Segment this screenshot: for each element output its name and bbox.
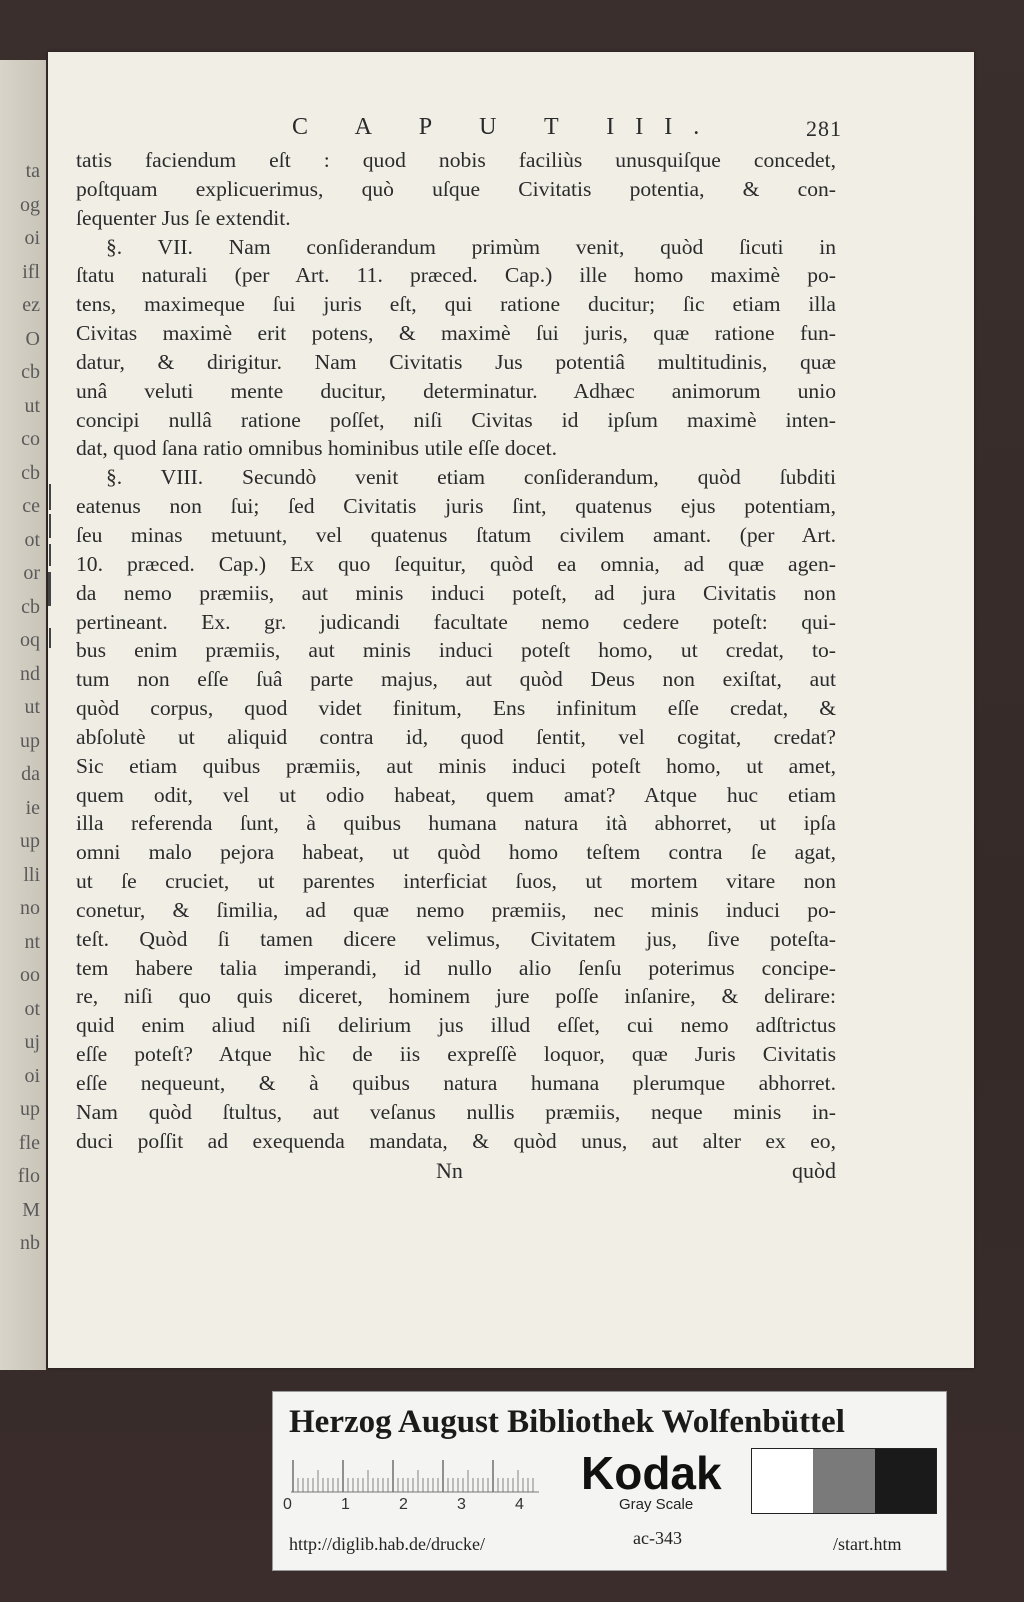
margin-mark xyxy=(49,514,51,538)
book-page xyxy=(48,52,974,1368)
text-line: tens, maximeque ſui juris eſt, qui ratione ducitur; ſic etiam illa xyxy=(76,292,836,317)
facing-page-fragment: oo xyxy=(20,964,40,986)
facing-page-fragment: up xyxy=(20,830,40,852)
text-line: conetur, & ſimilia, ad quæ nemo præmiis, nec minis induci po- xyxy=(76,897,836,922)
text-line: unâ veluti mente ducitur, determinatur. Adhæc animorum unio xyxy=(76,378,836,403)
facing-page-fragment: no xyxy=(20,897,40,919)
text-line: eatenus non ſui; ſed Civitatis juris ſint, quatenus ejus potentiam, xyxy=(76,494,836,519)
facing-page-fragment: da xyxy=(21,763,40,785)
text-line: duci poſſit ad exequenda mandata, & quòd unus, aut alter ex eo, xyxy=(76,1128,836,1153)
running-title: C A P U T III. xyxy=(292,114,721,140)
facing-page-fragment: fle xyxy=(18,1131,40,1154)
ruler-number: 0 xyxy=(283,1496,292,1513)
text-line: Civitas maximè erit potens, & maximè ſui juris, quæ ratione fun- xyxy=(76,321,836,346)
library-name: Herzog August Bibliothek Wolfenbüttel xyxy=(289,1404,845,1440)
text-line: Nam quòd ſtultus, aut veſanus nullis præmiis, neque minis in- xyxy=(76,1099,836,1124)
text-line: quòd corpus, quod videt finitum, Ens infinitum eſſe credat, & xyxy=(76,696,836,721)
facing-page-fragment: nt xyxy=(24,930,40,953)
facing-page-fragment: cb xyxy=(21,461,40,484)
signature-mark: Nn xyxy=(436,1157,463,1183)
facing-page-fragment: oi xyxy=(24,1064,40,1087)
facing-page-fragment: up xyxy=(20,1098,40,1120)
text-line: ut ſe cruciet, ut parentes interficiat ſuos, ut mortem vitare non xyxy=(76,869,836,894)
facing-page-fragment: uj xyxy=(24,1031,40,1053)
ruler-number: 2 xyxy=(399,1496,408,1513)
text-line: teſt. Quòd ſi tamen dicere velimus, Civitatem jus, ſive poteſta- xyxy=(76,926,836,951)
facing-page-fragment: ut xyxy=(24,696,40,718)
scan-target-card xyxy=(272,1391,947,1571)
margin-mark xyxy=(49,628,51,648)
facing-page-edge xyxy=(0,60,46,1370)
text-line: Sic etiam quibus præmiis, aut minis induci poteſt homo, ut amet, xyxy=(76,753,836,778)
facing-page-fragment: oi xyxy=(24,227,40,249)
text-line: 10. præced. Cap.) Ex quo ſequitur, quòd ea omnia, ad quæ agen- xyxy=(76,551,836,576)
text-line: pertineant. Ex. gr. judicandi facultate nemo cedere poteſt: qui- xyxy=(76,609,836,634)
text-line: da nemo præmiis, aut minis induci poteſt, ad jura Civitatis non xyxy=(76,580,836,605)
facing-page-fragment: co xyxy=(21,428,40,450)
text-line: tem habere talia imperandi, id nullo alio ſenſu poterimus concipe- xyxy=(76,955,836,980)
margin-mark xyxy=(48,572,51,606)
facing-page-fragment: ie xyxy=(25,796,40,819)
facing-page-fragment: M xyxy=(22,1198,40,1221)
margin-mark xyxy=(49,484,51,510)
text-line: poſtquam explicuerimus, quò uſque Civitatis potentia, & con- xyxy=(76,176,836,201)
library-url: http://diglib.hab.de/drucke/ xyxy=(289,1534,485,1554)
text-line: tum non eſſe ſuâ parte majus, aut quòd Deus non exiſtat, aut xyxy=(76,667,836,692)
text-line: eſſe poteſt? Atque hìc de iis expreſſè loquor, quæ Juris Civitatis xyxy=(76,1042,836,1067)
gray-patch xyxy=(875,1449,936,1513)
facing-page-fragment: ot xyxy=(24,997,40,1020)
page-content xyxy=(76,114,842,1188)
text-line: bus enim præmiis, aut minis induci poteſt homo, ut credat, to- xyxy=(76,638,836,663)
gray-patch xyxy=(813,1449,874,1513)
text-line: concipi nullâ ratione poſſet, niſi Civitas id ipſum maximè inten- xyxy=(76,407,836,432)
facing-page-fragment: up xyxy=(20,729,40,752)
brand-logo: Kodak xyxy=(581,1447,722,1499)
facing-page-fragment: og xyxy=(20,193,40,216)
text-line: omni malo pejora habeat, ut quòd homo teſtem contra ſe agat, xyxy=(76,840,836,865)
facing-page-fragment: ifl xyxy=(22,260,40,283)
text-line: re, niſi quo quis diceret, hominem jure poſſe inſanire, & delirare: xyxy=(76,984,836,1009)
facing-page-fragment: cb xyxy=(21,595,40,618)
ruler-number: 4 xyxy=(515,1496,524,1513)
facing-page-fragment: nb xyxy=(20,1232,40,1254)
text-line: dat, quod ſana ratio omnibus hominibus utile eſſe docet. xyxy=(76,436,557,461)
text-line: illa referenda ſunt, à quibus humana natura ità abhorret, ut ipſa xyxy=(76,811,836,836)
gray-patch xyxy=(752,1449,813,1513)
text-line: ſequenter Jus ſe extendit. xyxy=(76,205,291,230)
ruler-scale xyxy=(291,1456,539,1494)
text-line: ſtatu naturali (per Art. 11. præced. Cap.) ille homo maximè po- xyxy=(76,263,836,288)
text-line: §. VIII. Secundò venit etiam conſiderandum, quòd ſubditi xyxy=(106,465,836,490)
facing-page-fragment: nd xyxy=(20,662,40,685)
catchline xyxy=(76,1158,836,1188)
body-text xyxy=(76,146,836,1156)
gray-scale-label: Gray Scale xyxy=(619,1496,694,1513)
gray-patches xyxy=(751,1448,937,1514)
facing-page-fragment: oq xyxy=(20,629,40,651)
facing-page-fragment: ot xyxy=(24,528,40,551)
facing-page-fragment: ta xyxy=(25,160,40,182)
text-line: §. VII. Nam conſiderandum primùm venit, quòd ſicuti in xyxy=(106,234,836,259)
shelfmark: ac-343 xyxy=(633,1528,682,1548)
facing-page-fragment: ez xyxy=(22,294,40,316)
ruler-numbers xyxy=(283,1496,543,1518)
text-line: datur, & dirigitur. Nam Civitatis Jus potentiâ multitudinis, quæ xyxy=(76,349,836,374)
facing-page-fragment: O xyxy=(25,327,40,350)
text-line: eſſe nequeunt, & à quibus natura humana plerumque abhorret. xyxy=(76,1071,836,1095)
page-number: 281 xyxy=(806,116,842,141)
facing-page-fragment: ce xyxy=(22,495,40,517)
margin-mark xyxy=(49,544,51,566)
text-line: quem odit, vel ut odio habeat, quem amat? Atque huc etiam xyxy=(76,782,836,807)
facing-page-fragment: lli xyxy=(23,863,40,886)
facing-page-fragment: ut xyxy=(24,394,40,417)
ruler-number: 1 xyxy=(341,1496,350,1513)
catchword: quòd xyxy=(792,1157,836,1183)
ruler-number: 3 xyxy=(457,1496,466,1513)
text-line: abſolutè ut aliquid contra id, quod ſentit, vel cogitat, credat? xyxy=(76,724,836,749)
text-line: ſeu minas metuunt, vel quatenus ſtatum civilem amant. (per Art. xyxy=(76,522,836,547)
url-suffix: /start.htm xyxy=(833,1534,902,1554)
text-line: quid enim aliud niſi delirium jus illud eſſet, cui nemo adſtrictus xyxy=(76,1013,836,1038)
facing-page-fragment: cb xyxy=(21,361,40,383)
facing-page-fragment: or xyxy=(23,562,40,584)
facing-page-fragment: flo xyxy=(17,1165,40,1187)
running-header xyxy=(76,114,842,144)
text-line: tatis faciendum eſt : quod nobis faciliùs unusquiſque concedet, xyxy=(76,148,836,172)
